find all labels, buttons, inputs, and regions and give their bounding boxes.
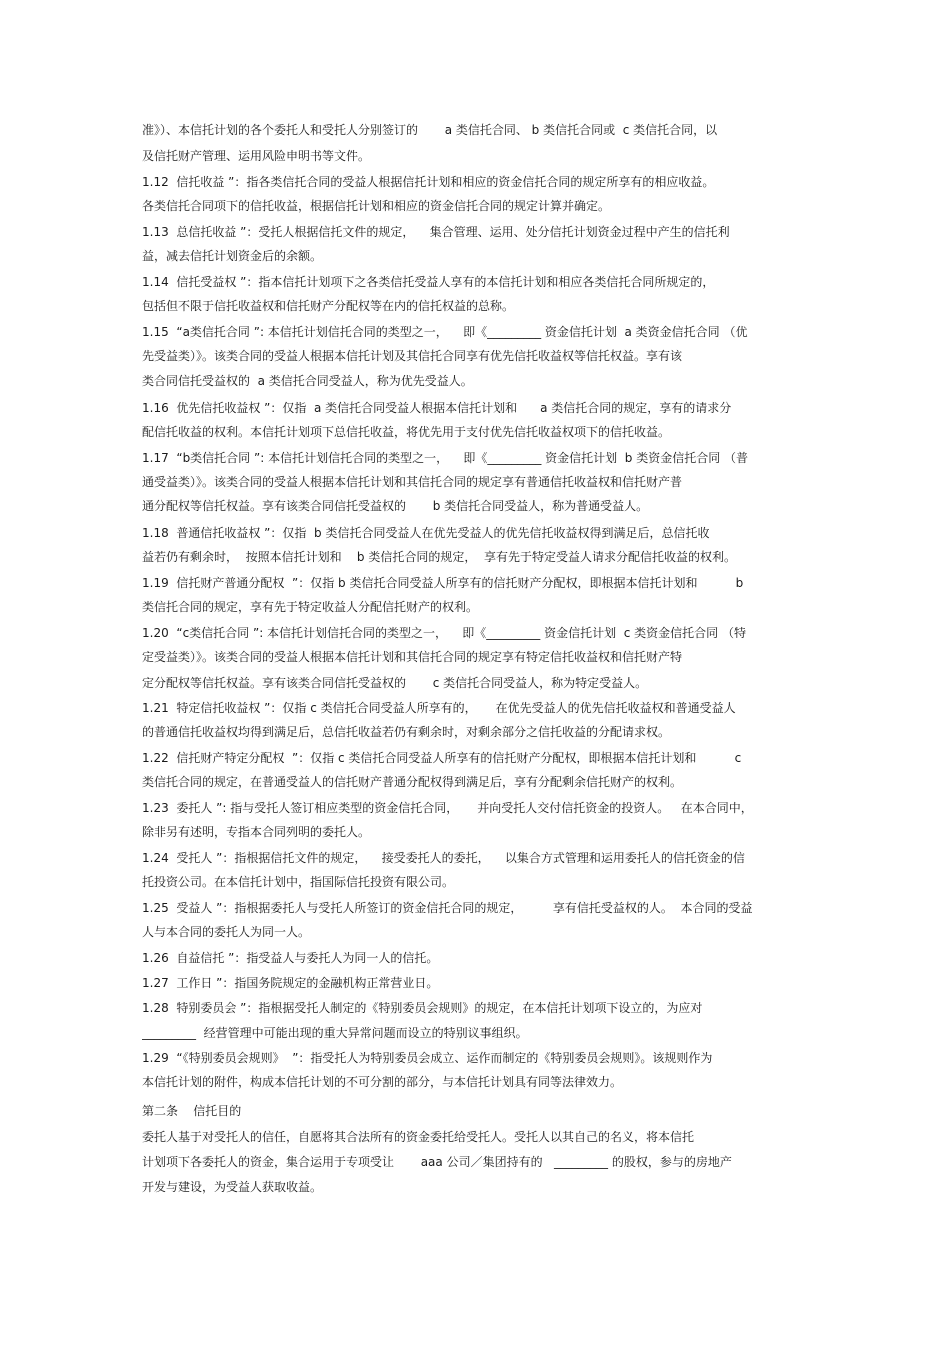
- text-line: 1.27 工作日 ”：指国务院规定的金融机构正常营业日。: [142, 976, 439, 990]
- text-line: 1.12 信托收益 ”：指各类信托合同的受益人根据信托计划和相应的资金信托合同的规定所享有的相应收益。: [142, 175, 715, 189]
- text-line: 计划项下各委托人的资金，集合运用于专项受让 aaa 公司／集团持有的 _________ 的股权，参与的房地产: [142, 1155, 732, 1169]
- text-line: 1.23 委托人 ”: 指与受托人签订相应类型的资金信托合同， 并向受托人交付信托资金的投资人。 在本合同中，: [142, 801, 753, 815]
- text-line: 益，减去信托计划资金后的余额。: [142, 249, 323, 263]
- text-line: 1.15 “a类信托合同 ”: 本信托计划信托合同的类型之一， 即《_________ 资金信托计划 a 类资金信托合同 （优: [142, 325, 748, 339]
- text-line: 1.26 自益信托 ”：指受益人与委托人为同一人的信托。: [142, 951, 439, 965]
- text-line: 1.13 总信托收益 ”：受托人根据信托文件的规定， 集合管理、运用、处分信托计划资金过程中产生的信托利: [142, 225, 730, 239]
- text-line: 本信托计划的附件，构成本信托计划的不可分割的部分，与本信托计划具有同等法律效力。: [142, 1075, 623, 1089]
- text-line: 1.17 “b类信托合同 ”: 本信托计划信托合同的类型之一， 即《_________ 资金信托计划 b 类资金信托合同 （普: [142, 451, 749, 465]
- text-line: 定受益类）》。该类合同的受益人根据本信托计划和其信托合同的规定享有特定信托收益权和信托财产特: [142, 650, 683, 664]
- text-line: 1.16 优先信托收益权 ”：仅指 a 类信托合同受益人根据本信托计划和 a 类信托合同的规定，享有的请求分: [142, 401, 732, 415]
- text-line: 类信托合同的规定，在普通受益人的信托财产普通分配权得到满足后，享有分配剩余信托财产的权利。: [142, 775, 683, 789]
- text-line: 人与本合同的委托人为同一人。: [142, 925, 311, 939]
- text-line: 1.29 “《特别委员会规则》 ”：指受托人为特别委员会成立、运作而制定的《特别委员会规则》。该规则作为: [142, 1051, 713, 1065]
- text-line: 类信托合同的规定，享有先于特定收益人分配信托财产的权利。: [142, 600, 479, 614]
- text-line: 1.28 特别委员会 ”：指根据受托人制定的《特别委员会规则》的规定，在本信托计划项下设立的，为应对: [142, 1001, 703, 1015]
- text-line: 益若仍有剩余时， 按照本信托计划和 b 类信托合同的规定， 享有先于特定受益人请求分配信托收益的权利。: [142, 550, 736, 564]
- text-line: 1.18 普通信托收益权 ”：仅指 b 类信托合同受益人在优先受益人的优先信托收益权得到满足后，总信托收: [142, 526, 710, 540]
- text-line: 1.21 特定信托收益权 ”：仅指 c 类信托合同受益人所享有的， 在优先受益人的优先信托收益权和普通受益人: [142, 701, 736, 715]
- text-line: _________ 经营管理中可能出现的重大异常问题而设立的特别议事组织。: [142, 1026, 528, 1040]
- text-line: 1.25 受益人 ”：指根据委托人与受托人所签订的资金信托合同的规定， 享有信托受益权的人。 本合同的受益: [142, 901, 753, 915]
- text-line: 1.22 信托财产特定分配权 ”：仅指 c 类信托合同受益人所享有的信托财产分配权，即根据本信托计划和 c: [142, 751, 742, 765]
- text-line: 先受益类）》。该类合同的受益人根据本信托计划及其信托合同享有优先信托收益权等信托权益。享有该: [142, 349, 683, 363]
- text-line: 的普通信托收益权均得到满足后，总信托收益若仍有剩余时，对剩余部分之信托收益的分配请求权。: [142, 725, 671, 739]
- text-line: 配信托收益的权利。本信托计划项下总信托收益，将优先用于支付优先信托收益权项下的信托收益。: [142, 425, 671, 439]
- text-line: 类合同信托受益权的 a 类信托合同受益人，称为优先受益人。: [142, 374, 473, 388]
- text-line: 开发与建设，为受益人获取收益。: [142, 1180, 323, 1194]
- text-line: 1.14 信托受益权 ”：指本信托计划项下之各类信托受益人享有的本信托计划和相应各类信托合同所规定的，: [142, 275, 715, 289]
- text-line: 1.24 受托人 ”：指根据信托文件的规定， 接受委托人的委托， 以集合方式管理和运用委托人的信托资金的信: [142, 851, 745, 865]
- text-line: 准》）、本信托计划的各个委托人和受托人分别签订的 a 类信托合同、 b 类信托合同或 c 类信托合同，以: [142, 123, 718, 137]
- text-line: 1.19 信托财产普通分配权 ”：仅指 b 类信托合同受益人所享有的信托财产分配权，即根据本信托计划和 b: [142, 576, 744, 590]
- text-line: 包括但不限于信托收益权和信托财产分配权等在内的信托权益的总称。: [142, 299, 515, 313]
- text-line: 1.20 “c类信托合同 ”: 本信托计划信托合同的类型之一， 即《_________ 资金信托计划 c 类资金信托合同 （特: [142, 626, 746, 640]
- text-line: 及信托财产管理、运用风险申明书等文件。: [142, 149, 371, 163]
- text-line: 定分配权等信托权益。享有该类合同信托受益权的 c 类信托合同受益人，称为特定受益人。: [142, 676, 648, 690]
- section-heading: 第二条 信托目的: [142, 1104, 242, 1118]
- text-line: 通受益类）》。该类合同的受益人根据本信托计划和其信托合同的规定享有普通信托收益权和信托财产普: [142, 475, 683, 489]
- text-line: 通分配权等信托权益。享有该类合同信托受益权的 b 类信托合同受益人，称为普通受益人。: [142, 499, 649, 513]
- text-line: 托投资公司。在本信托计划中，指国际信托投资有限公司。: [142, 875, 455, 889]
- text-line: 除非另有述明，专指本合同列明的委托人。: [142, 825, 371, 839]
- text-line: 各类信托合同项下的信托收益，根据信托计划和相应的资金信托合同的规定计算并确定。: [142, 199, 611, 213]
- text-line: 委托人基于对受托人的信任，自愿将其合法所有的资金委托给受托人。受托人以其自己的名义，将本信托: [142, 1130, 695, 1144]
